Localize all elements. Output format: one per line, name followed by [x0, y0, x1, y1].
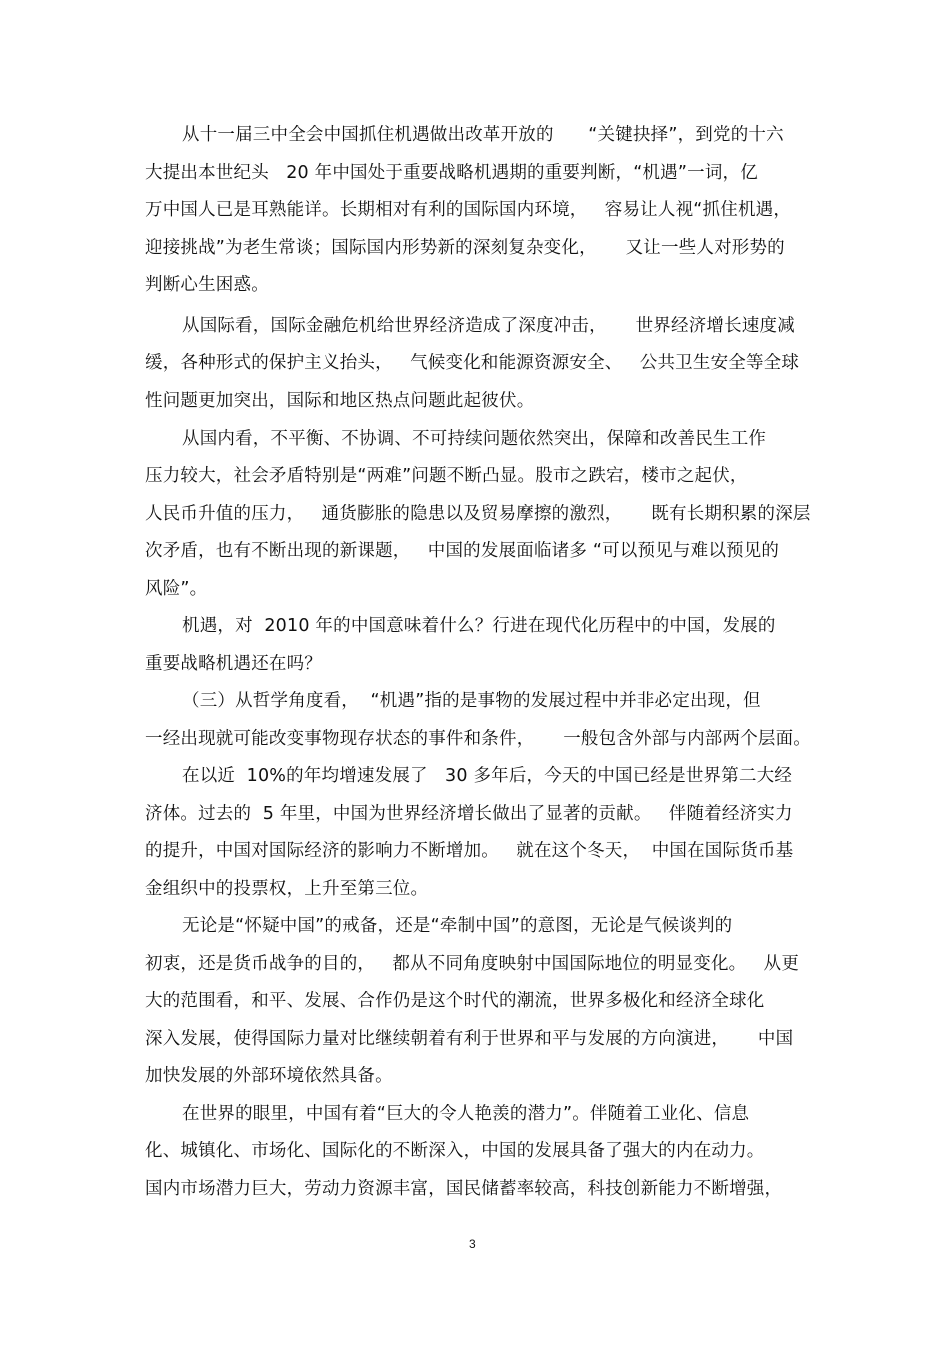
text-line: 一经出现就可能改变事物现存状态的事件和条件， 一般包含外部与内部两个层面。	[145, 729, 812, 749]
text-line: 国内市场潜力巨大，劳动力资源丰富，国民储蓄率较高，科技创新能力不断增强，	[145, 1179, 783, 1199]
text-line: 万中国人已是耳熟能详。长期相对有利的国际国内环境， 容易让人视“抓住机遇，	[145, 200, 792, 220]
text-line: 风险”。	[145, 579, 208, 599]
text-line: 济体。过去的 5 年里，中国为世界经济增长做出了显著的贡献。 伴随着经济实力	[145, 804, 793, 824]
text-line: 在世界的眼里，中国有着“巨大的令人艳羡的潜力”。伴随着工业化、信息	[182, 1104, 750, 1124]
text-line: 深入发展，使得国际力量对比继续朝着有利于世界和平与发展的方向演进， 中国	[145, 1029, 794, 1049]
text-line: 加快发展的外部环境依然具备。	[145, 1066, 393, 1086]
text-line: 初衷，还是货币战争的目的， 都从不同角度映射中国国际地位的明显变化。 从更	[145, 954, 800, 974]
text-line: 金组织中的投票权，上升至第三位。	[145, 879, 429, 899]
text-line: 人民币升值的压力， 通货膨胀的隐患以及贸易摩擦的激烈， 既有长期积累的深层	[145, 504, 811, 524]
text-line: 重要战略机遇还在吗？	[145, 654, 322, 674]
text-line: 的提升，中国对国际经济的影响力不断增加。 就在这个冬天， 中国在国际货币基	[145, 841, 794, 861]
text-line: 化、城镇化、市场化、国际化的不断深入，中国的发展具备了强大的内在动力。	[145, 1141, 765, 1161]
text-line: 从国内看，不平衡、不协调、不可持续问题依然突出，保障和改善民生工作	[182, 429, 767, 449]
text-line: 次矛盾，也有不断出现的新课题， 中国的发展面临诸多 “可以预见与难以预见的	[145, 541, 780, 561]
text-line: 迎接挑战”为老生常谈；国际国内形势新的深刻复杂变化， 又让一些人对形势的	[145, 238, 785, 258]
page-number: 3	[469, 1237, 476, 1251]
text-line: 机遇，对 2010 年的中国意味着什么？行进在现代化历程中的中国，发展的	[182, 616, 776, 636]
text-line: 性问题更加突出，国际和地区热点问题此起彼伏。	[145, 391, 535, 411]
text-line: 无论是“怀疑中国”的戒备，还是“牵制中国”的意图，无论是气候谈判的	[182, 916, 733, 936]
text-line: 在以近 10%的年均增速发展了 30 多年后，今天的中国已经是世界第二大经	[182, 766, 793, 786]
text-line: 缓，各种形式的保护主义抬头， 气候变化和能源资源安全、 公共卫生安全等全球	[145, 353, 800, 373]
text-line: 大的范围看，和平、发展、合作仍是这个时代的潮流，世界多极化和经济全球化	[145, 991, 765, 1011]
text-line: 大提出本世纪头 20 年中国处于重要战略机遇期的重要判断，“机遇”一词，亿	[145, 163, 758, 183]
text-line: 从国际看，国际金融危机给世界经济造成了深度冲击， 世界经济增长速度减	[182, 316, 795, 336]
text-line: （三）从哲学角度看， “机遇”指的是事物的发展过程中并非必定出现，但	[182, 691, 761, 711]
text-line: 判断心生困惑。	[145, 275, 269, 295]
text-line: 压力较大，社会矛盾特别是“两难”问题不断凸显。股市之跌宕，楼市之起伏，	[145, 466, 748, 486]
text-line: 从十一届三中全会中国抓住机遇做出改革开放的 “关键抉择”，到党的十六	[182, 125, 784, 145]
